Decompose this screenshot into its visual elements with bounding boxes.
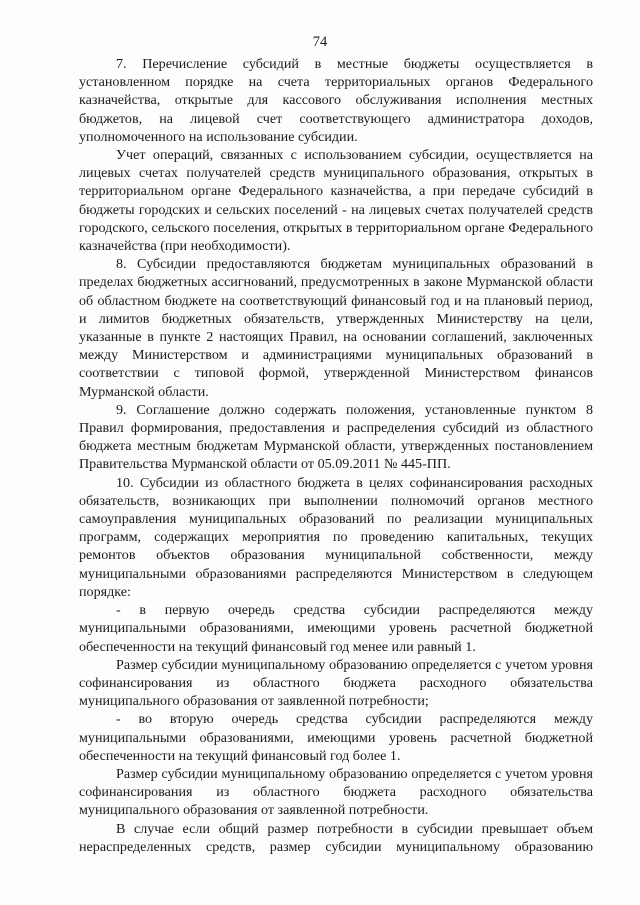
paragraph-subsidy-size-2: Размер субсидии муниципальному образованию определяется с учетом уровня софинансирования из областного бюджета расходного обязательства муниципального образования от заявленной потребности. [79, 765, 593, 819]
paragraph-accounting: Учет операций, связанных с использованием субсидии, осуществляется на лицевых счетах получателей средств муниципального образования, открытых в территориальном органе Федерального казначейства, а при передаче субсидий в бюджеты городских и сельских поселений - на лицевых счетах получателей средств городского, сельского поселения, открытых в территориальном органе Федерального казначейства (при необходимости). [79, 147, 593, 255]
paragraph-overflow-case: В случае если общий размер потребности в субсидии превышает объем нераспределенных средств, размер субсидии муниципальному образованию [79, 820, 593, 855]
paragraph-10: 10. Субсидии из областного бюджета в целях софинансирования расходных обязательств, возникающих при выполнении полномочий органов местного самоуправления муниципальных образований по реализации муниципальных программ, содержащих мероприятия по проведению капитальных, текущих ремонтов объектов образования муниципальной собственности, между муниципальными образованиями распределяются Министерством в следующем порядке: [79, 474, 593, 600]
paragraph-7: 7. Перечисление субсидий в местные бюджеты осуществляется в установленном порядке на счета территориальных органов Федерального казначейства, открытые для кассового обслуживания исполнения местных бюджетов, на лицевой счет соответствующего администратора доходов, уполномоченного на использование субсидии. [79, 56, 593, 145]
document-body [79, 55, 593, 856]
paragraph-8: 8. Субсидии предоставляются бюджетам муниципальных образований в пределах бюджетных ассигнований, предусмотренных в законе Мурманской области об областном бюджете на соответствующий финансовый год и на плановый период, и лимитов бюджетных обязательств, утвержденных Министерству на цели, указанные в пункте 2 настоящих Правил, на основании соглашений, заключенных между Министерством и администрациями муниципальных образований в соответствии с типовой формой, утвержденной Министерством финансов Мурманской области. [79, 256, 593, 400]
paragraph-9: 9. Соглашение должно содержать положения, установленные пунктом 8 Правил формирования, предоставления и распределения субсидий из областного бюджета местным бюджетам Мурманской области, утвержденных постановлением Правительства Мурманской области от 05.09.2011 № 445-ПП. [79, 401, 593, 473]
list-item-first-priority: - в первую очередь средства субсидии распределяются между муниципальными образованиями, имеющими уровень расчетной бюджетной обеспеченности на текущий финансовый год менее или равный 1. [79, 602, 593, 655]
paragraph-subsidy-size-1: Размер субсидии муниципальному образованию определяется с учетом уровня софинансирования из областного бюджета расходного обязательства муниципального образования от заявленной потребности; [79, 656, 593, 710]
list-item-second-priority: - во вторую очередь средства субсидии распределяются между муниципальными образованиями, имеющими уровень расчетной бюджетной обеспеченности на текущий финансовый год более 1. [79, 711, 593, 764]
page-number: 74 [312, 34, 328, 50]
